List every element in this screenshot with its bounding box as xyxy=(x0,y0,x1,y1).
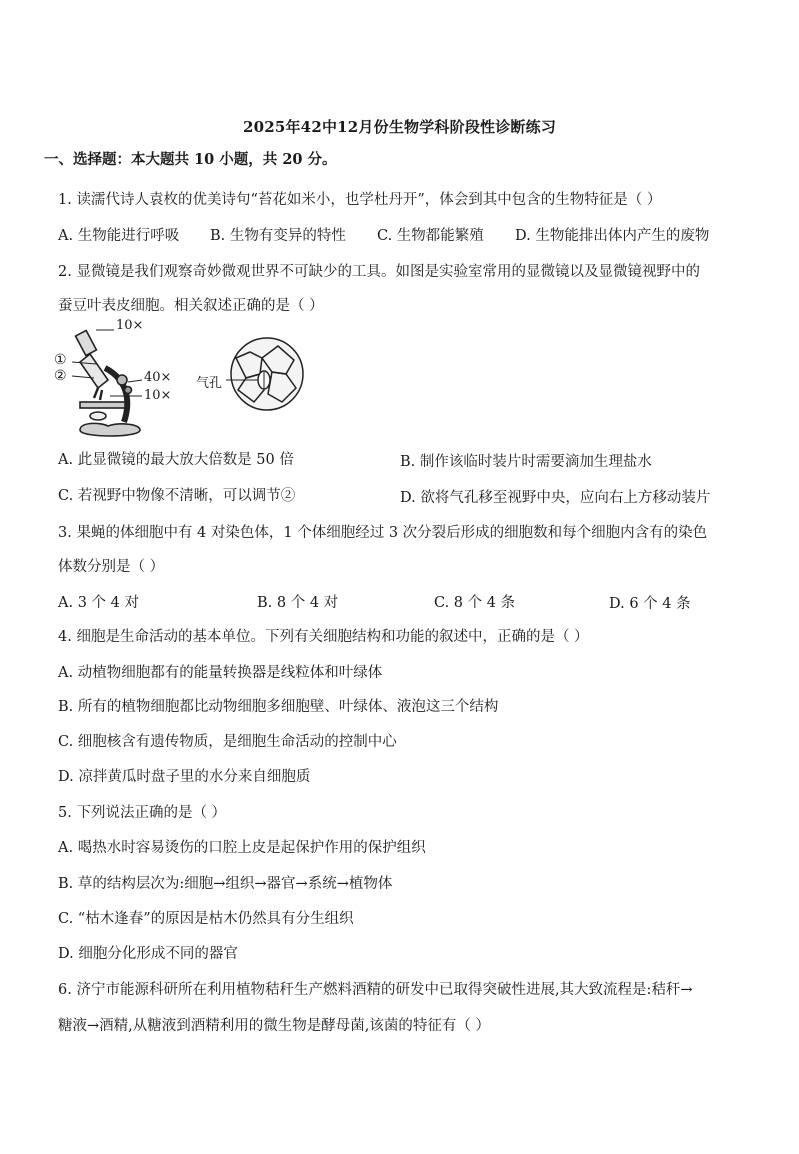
eyepiece-label: 10× xyxy=(116,318,144,333)
question-3-option-c: C. 8 个 4 条 xyxy=(434,595,516,611)
question-4-stem: 4. 细胞是生命活动的基本单位。下列有关细胞结构和功能的叙述中，正确的是（ ） xyxy=(58,629,589,645)
question-4-option-c: C. 细胞核含有遗传物质，是细胞生命活动的控制中心 xyxy=(58,734,397,750)
question-1-stem: 1. 读濡代诗人袁枚的优美诗句“苔花如米小，也学杜丹开”，体会到其中包含的生物特征是（ ） xyxy=(58,192,662,208)
question-5-option-c: C. “枯木逢春”的原因是枯木仍然具有分生组织 xyxy=(58,911,354,927)
question-5-stem: 5. 下列说法正确的是（ ） xyxy=(58,805,227,821)
microscope-diagram xyxy=(50,318,310,448)
question-1-option-a: A. 生物能进行呼吸 xyxy=(58,228,180,244)
question-3-stem-line1: 3. 果蝇的体细胞中有 4 对染色体，1 个体细胞经过 3 次分裂后形成的细胞数和每个细胞内含有的染色 xyxy=(58,525,708,541)
question-2-option-b: B. 制作该临时装片时需要滴加生理盐水 xyxy=(400,454,652,470)
question-5-option-a: A. 喝热水时容易烫伤的口腔上皮是起保护作用的保护组织 xyxy=(58,840,426,856)
question-3-option-a: A. 3 个 4 对 xyxy=(58,595,139,611)
page-title: 2025年42中12月份生物学科阶段性诊断练习 xyxy=(242,118,557,136)
question-4-option-b: B. 所有的植物细胞都比动物细胞多细胞壁、叶绿体、液泡这三个结构 xyxy=(58,699,499,715)
question-5-option-d: D. 细胞分化形成不同的器官 xyxy=(58,946,238,962)
objective-40x-label: 40× xyxy=(144,370,172,385)
section-heading: 一、选择题：本大题共 10 小题，共 20 分。 xyxy=(44,151,337,168)
question-6-stem-line2: 糖液→酒精,从糖液到酒精利用的微生物是酵母菌,该菌的特征有（ ） xyxy=(58,1018,490,1034)
objective-10x-label: 10× xyxy=(144,388,172,403)
microscope-label-2: ② xyxy=(54,368,67,384)
question-2-stem-line1: 2. 显微镜是我们观察奇妙微观世界不可缺少的工具。如图是实验室常用的显微镜以及显微镜视野中的 xyxy=(58,264,700,280)
question-3-stem-line2: 体数分别是（ ） xyxy=(58,559,165,575)
question-1-option-c: C. 生物都能繁殖 xyxy=(377,228,484,244)
question-3-option-b: B. 8 个 4 对 xyxy=(257,595,339,611)
question-4-option-d: D. 凉拌黄瓜时盘子里的水分来自细胞质 xyxy=(58,769,311,785)
question-4-option-a: A. 动植物细胞都有的能量转换器是线粒体和叶绿体 xyxy=(58,665,383,681)
question-3-option-d: D. 6 个 4 条 xyxy=(609,596,691,612)
question-2-option-c: C. 若视野中物像不清晰，可以调节② xyxy=(58,488,296,504)
microscope-figure xyxy=(50,318,310,448)
question-2-option-d: D. 欲将气孔移至视野中央，应向右上方移动装片 xyxy=(400,490,711,506)
question-1-option-b: B. 生物有变异的特性 xyxy=(210,228,346,244)
question-2-stem-line2: 蚕豆叶表皮细胞。相关叙述正确的是（ ） xyxy=(58,298,324,314)
question-2-option-a: A. 此显微镜的最大放大倍数是 50 倍 xyxy=(58,452,294,468)
question-1-option-d: D. 生物能排出体内产生的废物 xyxy=(515,228,710,244)
question-6-stem-line1: 6. 济宁市能源科研所在利用植物秸秆生产燃料酒精的研发中已取得突破性进展,其大致流程是:秸秆→ xyxy=(58,982,693,998)
microscope-label-1: ① xyxy=(54,352,67,368)
question-5-option-b: B. 草的结构层次为:细胞→组织→器官→系统→植物体 xyxy=(58,876,393,892)
stoma-label: 气孔 xyxy=(196,376,223,391)
